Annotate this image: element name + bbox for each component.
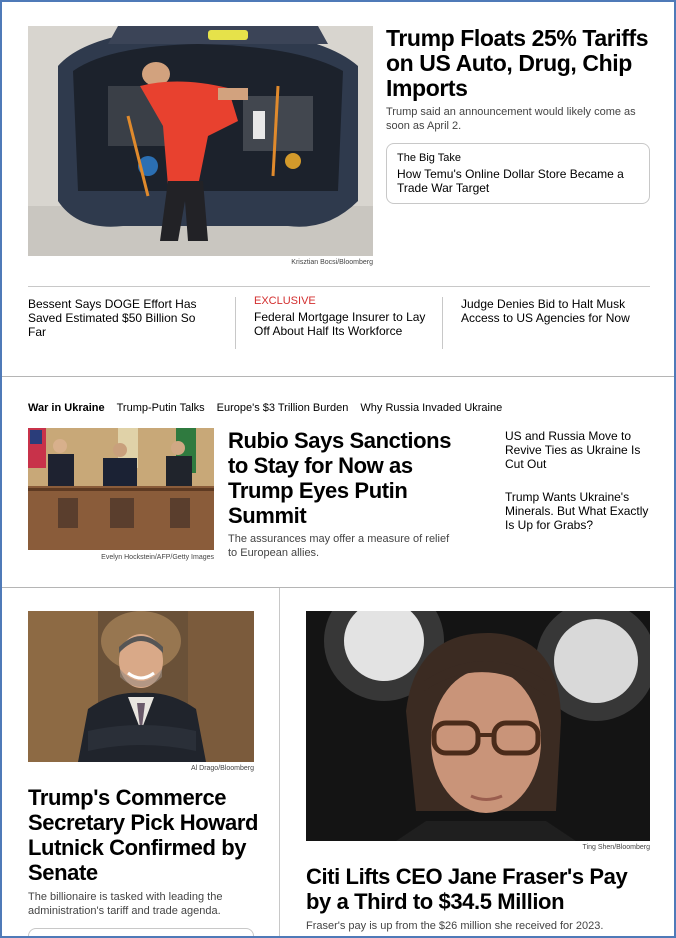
lutnick-portrait-image — [28, 611, 254, 762]
topic-tag[interactable]: Why Russia Invaded Ukraine — [360, 402, 503, 414]
lutnick-photo-credit: Al Drago/Bloomberg — [190, 765, 254, 772]
side-story-headline[interactable]: Trump Wants Ukraine's Minerals. But What Exactly Is Up for Grabs? — [505, 490, 649, 532]
section-divider — [2, 587, 676, 588]
ukraine-dek: The assurances may offer a measure of relief to European allies. — [228, 533, 450, 559]
lutnick-headline[interactable]: Trump's Commerce Secretary Pick Howard Lutnick Confirmed by Senate — [28, 785, 259, 885]
lead-headline[interactable]: Trump Floats 25% Tariffs on US Auto, Drug, Chip Imports — [386, 25, 649, 101]
car-engine-image — [28, 26, 373, 256]
fraser-photo[interactable] — [306, 611, 650, 841]
secondary-headline[interactable]: Judge Denies Bid to Halt Musk Access to US Agencies for Now — [461, 297, 630, 325]
divider — [235, 297, 236, 349]
topic-tag[interactable]: Europe's $3 Trillion Burden — [216, 402, 349, 414]
ukraine-headline[interactable]: Rubio Says Sanctions to Stay for Now as Trump Eyes Putin Summit — [228, 428, 452, 528]
ukraine-nav — [28, 402, 668, 418]
related-card[interactable] — [386, 143, 650, 204]
section-divider — [2, 376, 676, 377]
related-headline[interactable]: How Temu's Online Dollar Store Became a Trade War Target — [397, 167, 624, 195]
ukraine-side-story[interactable] — [505, 429, 655, 471]
secondary-headline[interactable]: Federal Mortgage Insurer to Lay Off About Half Its Workforce — [254, 310, 426, 338]
fraser-photo-credit: Ting Shen/Bloomberg — [582, 844, 650, 851]
fraser-portrait-image — [306, 611, 650, 841]
lead-photo-credit: Krisztian Bocsi/Bloomberg — [291, 259, 373, 266]
ukraine-photo[interactable] — [28, 428, 214, 550]
lutnick-photo[interactable] — [28, 611, 254, 762]
column-divider — [279, 588, 280, 938]
secondary-story[interactable] — [28, 297, 213, 339]
lutnick-related-card[interactable] — [28, 928, 254, 938]
lead-dek: Trump said an announcement would likely come as soon as April 2. — [386, 106, 636, 132]
related-kicker: The Big Take — [397, 152, 462, 164]
fraser-dek: Fraser's pay is up from the $26 million she received for 2023. — [306, 920, 604, 932]
exclusive-kicker: EXCLUSIVE — [254, 295, 316, 307]
lead-photo[interactable] — [28, 26, 373, 256]
section-label[interactable]: War in Ukraine — [28, 402, 105, 414]
ukraine-photo-credit: Evelyn Hockstein/AFP/Getty Images — [101, 554, 214, 561]
side-story-headline[interactable]: US and Russia Move to Revive Ties as Ukraine Is Cut Out — [505, 429, 641, 471]
secondary-headline[interactable]: Bessent Says DOGE Effort Has Saved Estimated $50 Billion So Far — [28, 297, 197, 339]
fraser-headline[interactable]: Citi Lifts CEO Jane Fraser's Pay by a Third to $34.5 Million — [306, 864, 628, 914]
lutnick-dek: The billionaire is tasked with leading the administration's tariff and trade agenda. — [28, 891, 223, 917]
divider — [28, 286, 650, 287]
ukraine-side-story[interactable] — [505, 490, 655, 532]
secondary-story[interactable] — [461, 297, 651, 325]
diplomats-meeting-image — [28, 428, 214, 550]
topic-tag[interactable]: Trump-Putin Talks — [116, 402, 205, 414]
secondary-story[interactable] — [254, 295, 429, 338]
divider — [442, 297, 443, 349]
